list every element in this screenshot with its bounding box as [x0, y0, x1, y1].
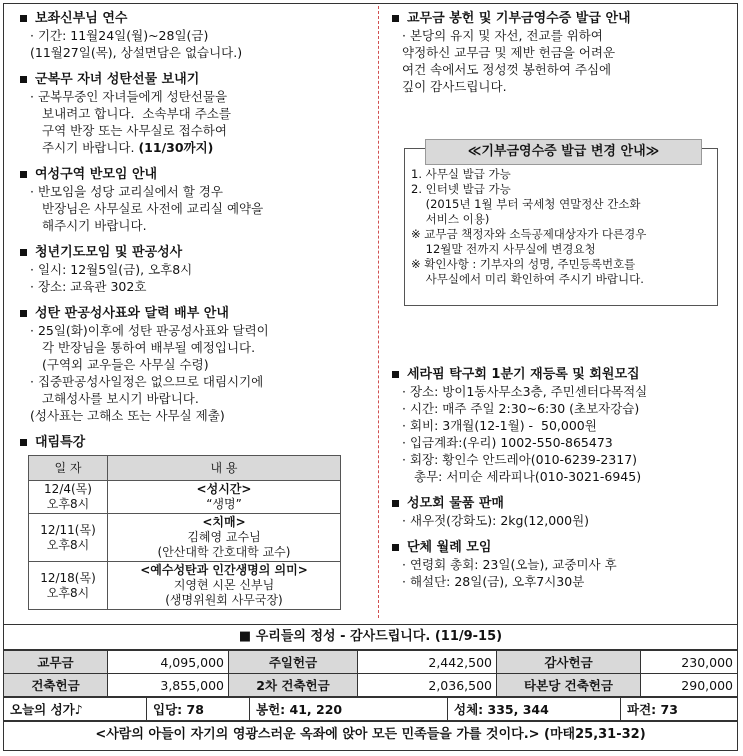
text-line: · 장소: 방이1동사무소3층, 주민센터다목적실 — [402, 384, 648, 399]
section-title: 군복무 자녀 성탄선물 보내기 — [35, 72, 200, 87]
text-line: · 시간: 매주 주일 2:30~6:30 (초보자강습) — [402, 401, 640, 416]
left-column — [18, 10, 368, 620]
lecture-table — [28, 455, 341, 610]
column-divider — [378, 6, 379, 618]
section-advent-lecture — [18, 434, 368, 610]
section-military-gift — [18, 71, 368, 156]
offering-amount: 230,000 — [641, 651, 738, 674]
text-line: 깊이 감사드립니다. — [402, 79, 507, 94]
bullet-square-icon — [20, 15, 27, 22]
date-text: 12/18(목) — [40, 570, 96, 585]
section-priest-retreat — [18, 10, 368, 61]
lecture-title: <치매> — [202, 515, 246, 529]
section-group-meeting — [390, 539, 720, 590]
offering-amount: 2,036,500 — [358, 674, 497, 697]
section-title: 여성구역 반모임 안내 — [35, 167, 158, 182]
text-line: · 반모임을 성당 교리실에서 할 경우 — [30, 184, 223, 199]
bullet-square-icon — [392, 15, 399, 22]
lecture-detail: (안산대학 간호대학 교수) — [157, 545, 291, 559]
section-title: 교무금 봉헌 및 기부금영수증 발급 안내 — [407, 11, 631, 26]
text-line: 고해성사를 보시기 바랍니다. — [42, 391, 199, 406]
hymn-stats-table — [3, 697, 738, 721]
section-title: 단체 월례 모임 — [407, 540, 492, 555]
lecture-detail: 지영현 시몬 신부님 — [173, 578, 275, 592]
scripture-verse: <사람의 아들이 자기의 영광스러운 옥좌에 앉아 모든 민족들을 가를 것이다.> (마태25,31-32) — [3, 721, 738, 748]
section-title: 성모회 물품 판매 — [407, 496, 504, 511]
text-line: 총무: 서미순 세라피나(010-3021-6945) — [414, 469, 642, 484]
section-table-tennis — [390, 366, 720, 485]
text-line: · 새우젓(강화도): 2kg(12,000원) — [402, 513, 590, 528]
bullet-square-icon — [392, 500, 399, 507]
right-column — [390, 10, 720, 105]
notice-body: 1. 사무실 발급 가능 2. 인터넷 발급 가능 (2015년 1월 부터 국세청 연말정산 간소화 서비스 이용) ※ 교무금 책정자와 소득공제대상자가 다른경우 12월말 전까지 사무실에 변경요청 ※ 확인사항 : 기부자의 성명, 주민등록번호를 사무실에서 미리 확인하여 주시기 바랍니다. — [411, 167, 647, 286]
lecture-detail: (생명위원회 사무국장) — [165, 593, 283, 607]
hymn-offertory: 봉헌: 41, 220 — [250, 698, 448, 721]
lecture-title: <예수성탄과 인간생명의 의미> — [140, 563, 308, 577]
hymn-communion: 성체: 335, 344 — [448, 698, 621, 721]
bullet-square-icon — [20, 439, 27, 446]
section-youth-prayer — [18, 244, 368, 295]
text-line: · 장소: 교육관 302호 — [30, 279, 147, 294]
section-title: 보좌신부님 연수 — [35, 11, 128, 26]
date-text: 12/11(목) — [40, 522, 96, 537]
table-row — [4, 651, 738, 674]
deadline-text: (11/30까지) — [138, 140, 214, 155]
column-header: 내 용 — [108, 456, 341, 481]
hymn-label: 오늘의 성가♪ — [4, 698, 147, 721]
section-title: 청년기도모임 및 판공성사 — [35, 245, 183, 260]
offering-label: 교무금 — [4, 651, 108, 674]
section-confession-calendar — [18, 305, 368, 424]
lecture-detail: “생명” — [206, 497, 242, 511]
notice-title: ≪기부금영수증 발급 변경 안내≫ — [425, 139, 702, 165]
text-line: · 군복무중인 자녀들에게 성탄선물을 — [30, 89, 228, 104]
date-text: 12/4(목) — [44, 482, 92, 496]
receipt-change-notice — [404, 144, 718, 306]
right-column-lower — [390, 366, 720, 600]
text-line: 반장님은 사무실로 사전에 교리실 예약을 — [42, 201, 264, 216]
section-tithe-receipt — [390, 10, 720, 95]
offering-amount: 290,000 — [641, 674, 738, 697]
time-text: 오후8시 — [46, 497, 90, 511]
text-line: 각 반장님을 통하여 배부될 예정입니다. — [42, 340, 256, 355]
table-row — [29, 481, 341, 514]
text-line: · 회비: 3개월(12-1월) - 50,000원 — [402, 418, 597, 433]
text-line: · 입금계좌:(우리) 1002-550-865473 — [402, 435, 613, 450]
table-row — [29, 562, 341, 610]
text-line: · 25일(화)이후에 성탄 판공성사표와 달력이 — [30, 323, 269, 338]
offering-label: 감사헌금 — [497, 651, 641, 674]
text-line: 약정하신 교무금 및 제반 헌금을 어려운 — [402, 45, 616, 60]
text-line: (구역외 교우들은 사무실 수령) — [42, 357, 209, 372]
section-mothers-sale — [390, 495, 720, 529]
section-title: 성탄 판공성사표와 달력 배부 안내 — [35, 306, 229, 321]
lecture-detail: 김혜영 교수님 — [187, 530, 261, 544]
time-text: 오후8시 — [46, 537, 90, 552]
text-line: (11월27일(목), 상설면담은 없습니다.) — [30, 45, 243, 60]
text-line: 여건 속에서도 정성껏 봉헌하여 주심에 — [402, 62, 612, 77]
offering-label: 타본당 건축헌금 — [497, 674, 641, 697]
offering-section — [3, 624, 738, 748]
bullet-square-icon — [20, 76, 27, 83]
offering-title: ■ 우리들의 정성 - 감사드립니다. (11/9-15) — [3, 624, 738, 650]
hymn-entrance: 입당: 78 — [147, 698, 250, 721]
lecture-title: <성시간> — [196, 482, 252, 496]
text-line: 보내려고 합니다. 소속부대 주소를 — [42, 106, 231, 121]
text-line: · 해설단: 28일(금), 오후7시30분 — [402, 574, 585, 589]
time-text: 오후8시 — [46, 585, 90, 600]
column-header: 일 자 — [29, 456, 108, 481]
offering-amount: 2,442,500 — [358, 651, 497, 674]
offering-label: 주일헌금 — [229, 651, 358, 674]
offering-amount: 3,855,000 — [108, 674, 229, 697]
table-row — [4, 674, 738, 697]
hymn-recessional: 파견: 73 — [621, 698, 738, 721]
text-line: · 본당의 유지 및 자선, 전교를 위하여 — [402, 28, 603, 43]
text-line: 주시기 바랍니다. — [42, 140, 135, 155]
bullet-square-icon — [392, 544, 399, 551]
text-line: 해주시기 바랍니다. — [42, 218, 147, 233]
bullet-square-icon — [20, 310, 27, 317]
text-line: · 회장: 황인수 안드레아(010-6239-2317) — [402, 452, 638, 467]
text-line: (성사표는 고해소 또는 사무실 제출) — [30, 408, 225, 423]
offering-amount: 4,095,000 — [108, 651, 229, 674]
table-row — [4, 698, 738, 721]
bullet-square-icon — [20, 171, 27, 178]
section-title: 대림특강 — [35, 435, 86, 450]
table-row — [29, 514, 341, 562]
text-line: · 일시: 12월5일(금), 오후8시 — [30, 262, 193, 277]
section-title: 세라핌 탁구회 1분기 재등록 및 회원모집 — [407, 367, 640, 382]
text-line: · 집중판공성사일정은 없으므로 대림시기에 — [30, 374, 264, 389]
offering-label: 건축헌금 — [4, 674, 108, 697]
offering-label: 2차 건축헌금 — [229, 674, 358, 697]
section-women-meeting — [18, 166, 368, 234]
text-line: 구역 반장 또는 사무실로 접수하여 — [42, 123, 227, 138]
bullet-square-icon — [20, 249, 27, 256]
text-line: · 기간: 11월24일(월)~28일(금) — [30, 28, 209, 43]
bullet-square-icon — [392, 371, 399, 378]
text-line: · 연령회 총회: 23일(오늘), 교중미사 후 — [402, 557, 617, 572]
offering-table — [3, 650, 738, 697]
